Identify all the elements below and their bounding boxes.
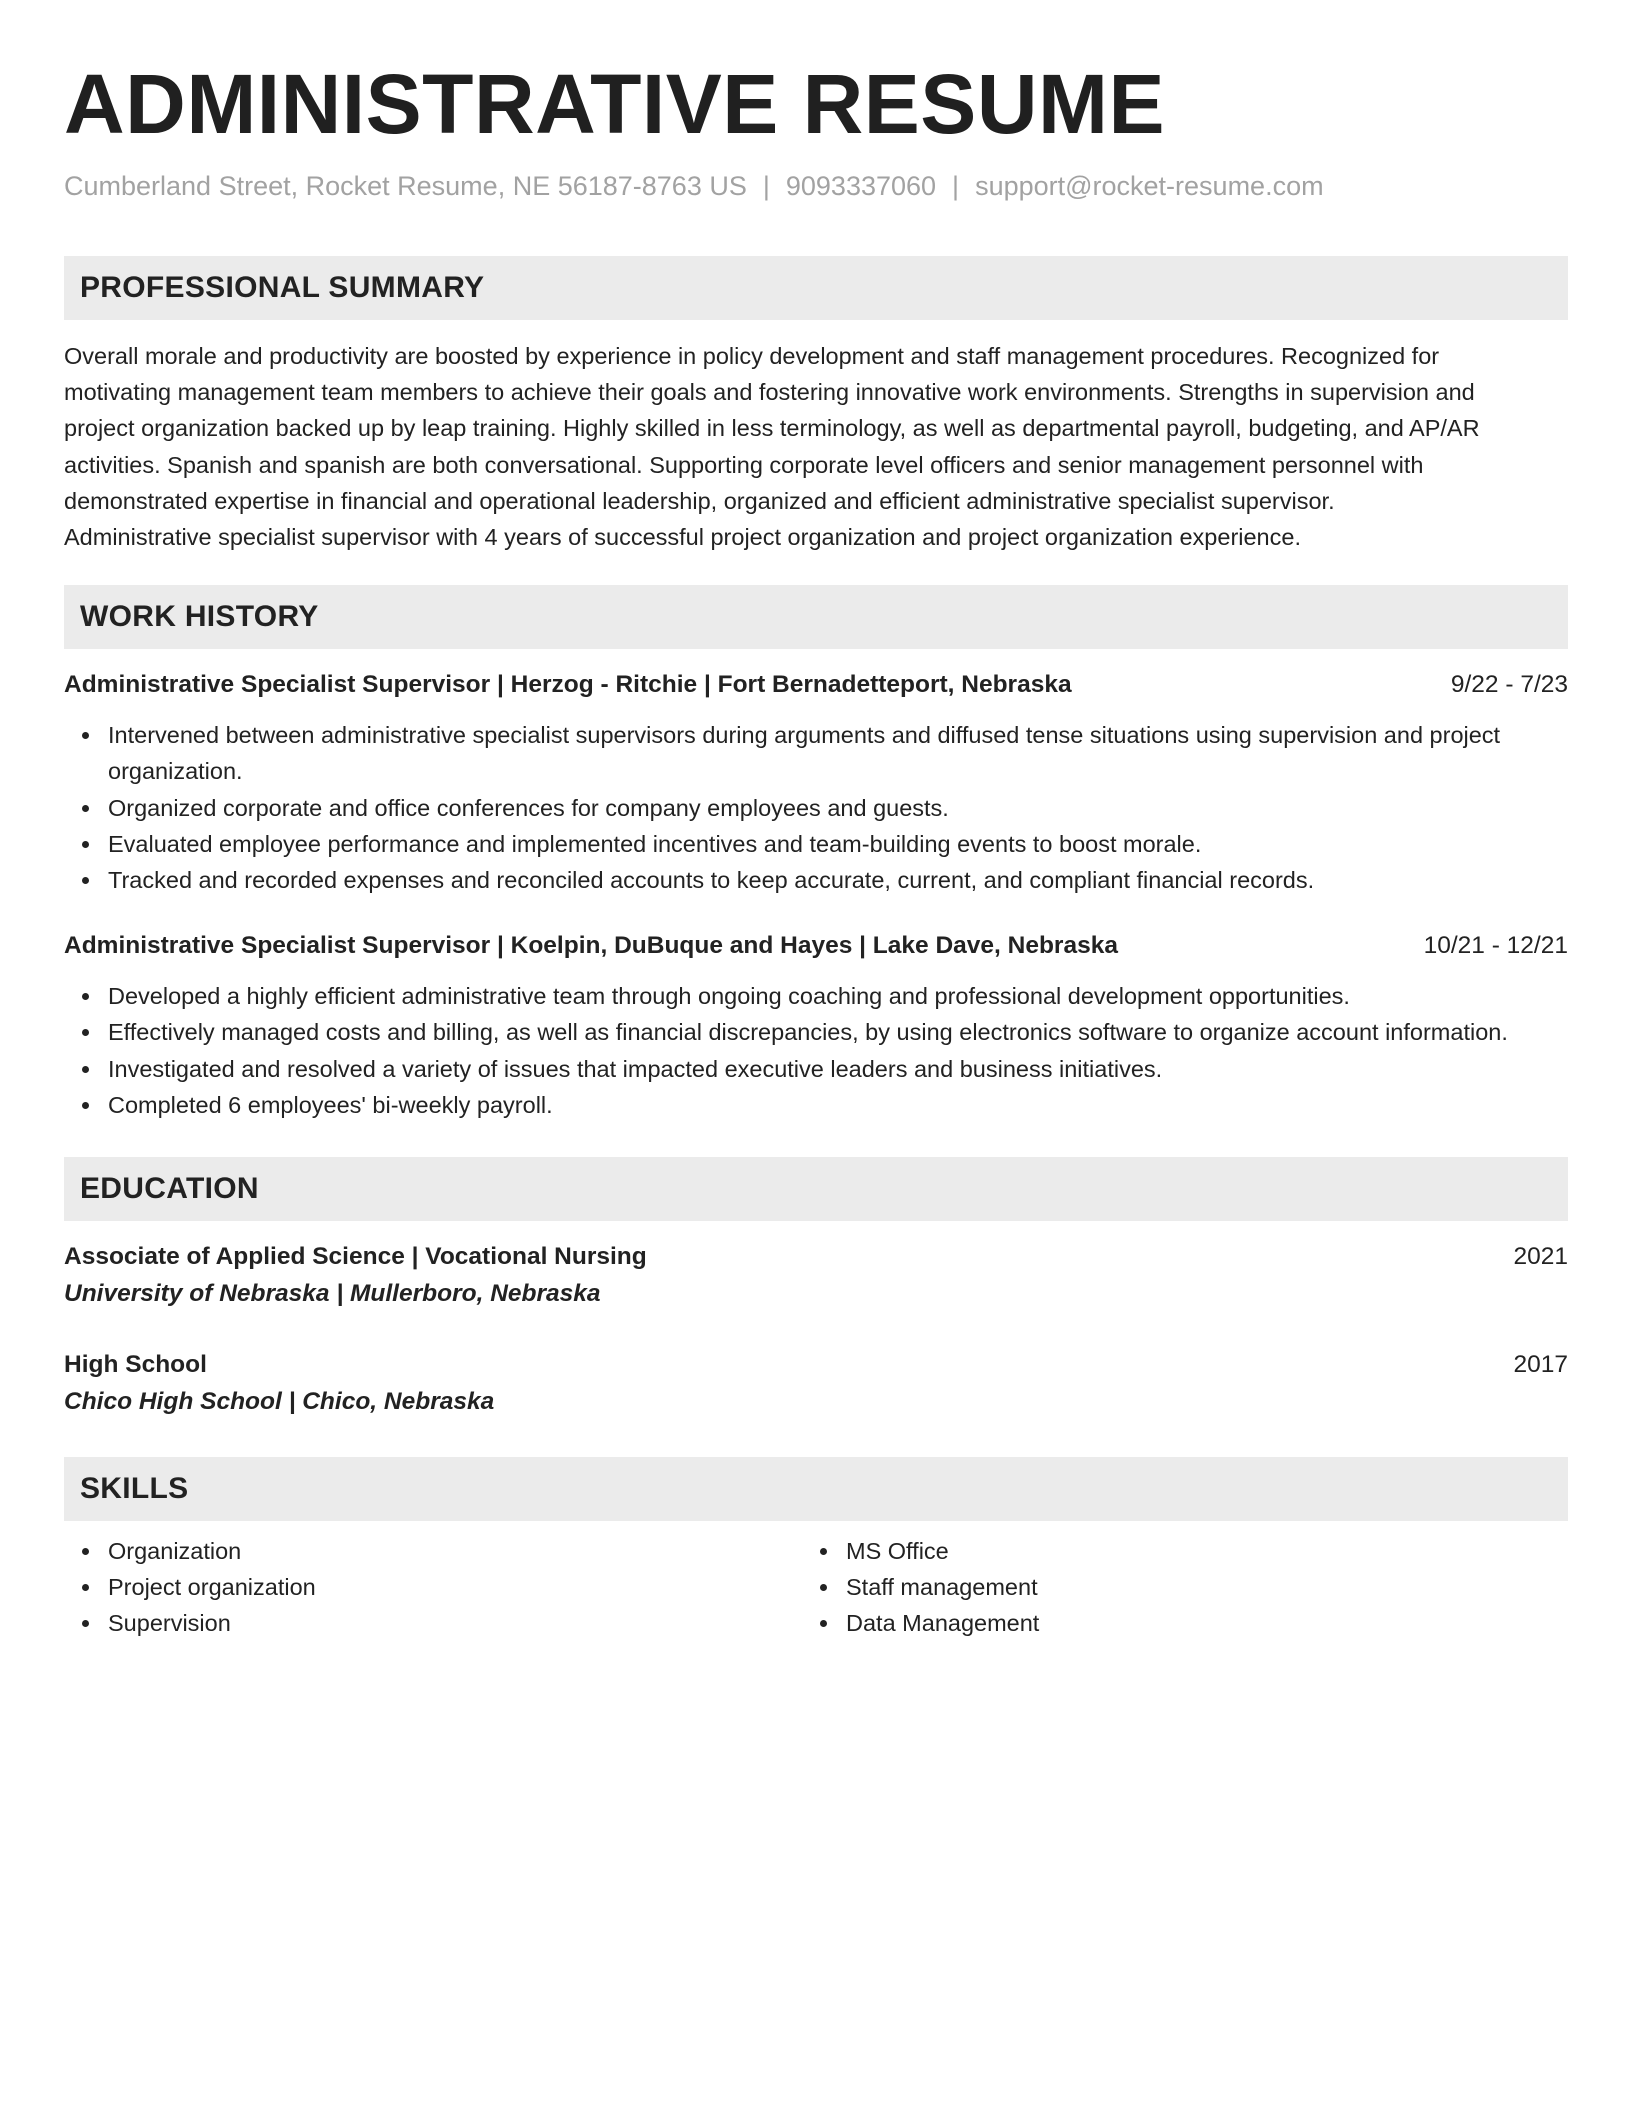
summary-line: demonstrated expertise in financial and operational leadership, organized and efficient administrative specialist supervisor. [64, 487, 1335, 514]
skill-item: Organization [108, 1533, 802, 1569]
education-school: University of Nebraska | Mullerboro, Nebraska [64, 1280, 601, 1308]
skills-column-right [802, 1533, 1540, 1642]
job-dates: 10/21 - 12/21 [1423, 932, 1568, 960]
resume-title: ADMINISTRATIVE RESUME [64, 57, 1165, 151]
summary-text [64, 338, 1568, 555]
section-header-skills: SKILLS [64, 1457, 1568, 1521]
skill-item: Project organization [108, 1569, 802, 1605]
section-header-work-history: WORK HISTORY [64, 585, 1568, 649]
education-header [64, 1239, 1568, 1275]
skill-item: MS Office [846, 1533, 1540, 1569]
summary-line: motivating management team members to achieve their goals and fostering innovative work environments. Strengths in supervision and [64, 379, 1475, 406]
contact-separator: | [762, 171, 770, 201]
job-entry [64, 928, 1568, 1123]
job-bullet: Investigated and resolved a variety of issues that impacted executive leaders and business initiatives. [108, 1051, 1568, 1087]
section-header-education: EDUCATION [64, 1157, 1568, 1221]
summary-line: Overall morale and productivity are boosted by experience in policy development and staff management procedures. Recognized for [64, 343, 1440, 369]
summary-line: activities. Spanish and spanish are both conversational. Supporting corporate level officers and senior management personnel with [64, 451, 1424, 478]
education-school: Chico High School | Chico, Nebraska [64, 1388, 495, 1416]
job-title: Administrative Specialist Supervisor | Herzog - Ritchie | Fort Bernadetteport, Nebraska [64, 671, 1072, 699]
job-bullet: Tracked and recorded expenses and reconciled accounts to keep accurate, current, and compliant financial records. [108, 862, 1568, 898]
contact-address: Cumberland Street, Rocket Resume, NE 56187-8763 US [64, 171, 747, 201]
job-bullet: Completed 6 employees' bi-weekly payroll. [108, 1087, 1568, 1123]
education-entry [64, 1347, 1568, 1421]
summary-line: project organization backed up by leap training. Highly skilled in less terminology, as well as departmental payroll, budgeting, and AP/AR [64, 415, 1480, 442]
section-header-summary: PROFESSIONAL SUMMARY [64, 256, 1568, 320]
job-dates: 9/22 - 7/23 [1450, 671, 1568, 699]
education-degree: High School [64, 1351, 207, 1379]
job-bullets [64, 978, 1568, 1123]
education-entry [64, 1239, 1568, 1313]
skills-list [64, 1533, 802, 1642]
education-degree: Associate of Applied Science | Vocational Nursing [64, 1243, 647, 1271]
skill-item: Staff management [846, 1569, 1540, 1605]
contact-separator: | [952, 171, 960, 201]
job-entry [64, 667, 1568, 898]
education-year: 2021 [1513, 1243, 1568, 1271]
skills-column-left [64, 1533, 802, 1642]
contact-phone: 9093337060 [785, 171, 937, 201]
skill-item: Supervision [108, 1605, 802, 1641]
skills-list [802, 1533, 1540, 1642]
summary-line: Administrative specialist supervisor with 4 years of successful project organization and project organization experience. [64, 524, 1301, 551]
job-header [64, 667, 1568, 703]
contact-email[interactable]: support@rocket-resume.com [975, 171, 1324, 201]
job-bullet: Developed a highly efficient administrative team through ongoing coaching and professional development opportunities. [108, 978, 1568, 1014]
contact-line [64, 168, 1568, 204]
job-bullets [64, 717, 1568, 898]
skills-grid [64, 1533, 1568, 1642]
education-year: 2017 [1513, 1351, 1568, 1379]
job-bullet: Organized corporate and office conferences for company employees and guests. [108, 790, 1568, 826]
job-header [64, 928, 1568, 964]
education-header [64, 1347, 1568, 1383]
job-bullet: Evaluated employee performance and implemented incentives and team-building events to boost morale. [108, 826, 1568, 862]
job-bullet: Effectively managed costs and billing, as well as financial discrepancies, by using electronics software to organize account information. [108, 1014, 1568, 1050]
job-title: Administrative Specialist Supervisor | Koelpin, DuBuque and Hayes | Lake Dave, Nebraska [64, 932, 1118, 960]
job-bullet: Intervened between administrative specialist supervisors during arguments and diffused tense situations using supervision and project organization. [108, 717, 1568, 789]
skill-item: Data Management [846, 1605, 1540, 1641]
